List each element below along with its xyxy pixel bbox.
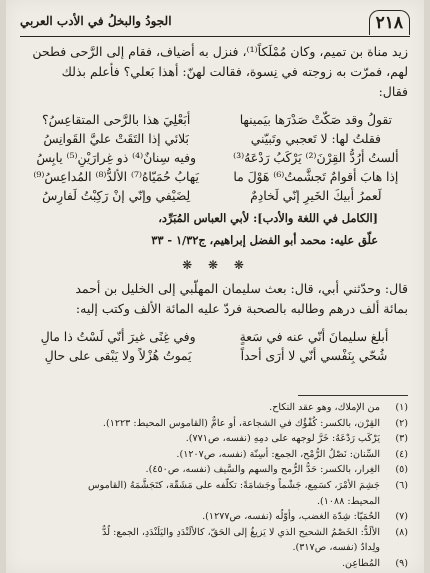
poem-first xyxy=(24,110,408,205)
footnote-number: (٧) xyxy=(395,511,408,523)
source-citation-2: علّق عليه: محمد أبو الفضل إبراهيم، ج١/٣٢ - ٣٣ xyxy=(151,233,378,247)
hemistich-second: يَموتُ هُزْلاً ولا يَبْقى على حالِ xyxy=(44,349,192,363)
footnote-text: السِّنان: نَصْلُ الرُّمْح، الجمع: أسِنّة (نفسه، ص١٢٠٧). xyxy=(176,448,380,460)
footnote-number: (٦) xyxy=(395,479,408,491)
verse xyxy=(24,167,408,186)
footnote xyxy=(22,556,408,572)
footnote-continuation xyxy=(22,540,408,556)
intro-line-1: زيد مناة بن تميم، وكان مُمْلَكاً⁽¹⁾، فنزل به أضياف، فقام إلى الرَّحى فطحن xyxy=(32,44,408,59)
footnote-text: جَشِمَ الأمْرَ، كسَمِع، جَشْماً وجَشامَةً: تكلّفه على مَشَقّة، كتَجَشَّمَهُ (القاموس xyxy=(87,479,380,491)
hemistich-second: وفي غِنًى غيرَ أنّي لَسْتُ ذا مالِ xyxy=(40,330,196,344)
main-text xyxy=(24,42,408,365)
hemistich-first: أبلغ سليمانَ أنّي عنه في سَعةٍ xyxy=(239,330,389,344)
footnote-number: (٣) xyxy=(395,433,408,445)
footnote xyxy=(22,462,408,478)
verse xyxy=(24,148,408,167)
verse xyxy=(24,186,408,205)
footnote-number: (٢) xyxy=(395,417,408,429)
footnote xyxy=(22,400,408,416)
footnote-number: (١) xyxy=(395,402,408,413)
poem-second xyxy=(24,327,408,365)
hemistich-first: تقولُ وقد صَكّتْ صَدْرَها بيَمينها xyxy=(239,113,392,127)
running-title: الجودُ والبخلُ في الأدب العربي xyxy=(20,14,172,28)
footnote-text: الألَدُّ: الخَصْمُ الشحيح الذي لا يَزيغُ إلى الحَقّ، كالألَنْدَدِ واليَلَنْدَدِ، الجمع: لُدٌّ xyxy=(102,526,380,538)
section-separator: ❋ ❋ ❋ xyxy=(182,258,250,272)
book-page xyxy=(6,0,424,573)
footnote-number xyxy=(380,494,408,510)
hemistich-second: يَهابُ حُمَيّاهُ⁽⁷⁾ الألدُّ⁽⁸⁾ المُداعِسُ⁽⁹⁾ xyxy=(33,170,199,184)
footnote-text: الحُمَيّا: شِدّة الغضب، وأوّلُه (نفسه، ص١٢٧٧). xyxy=(202,511,380,523)
footnote xyxy=(22,525,408,541)
footnote xyxy=(22,416,408,432)
hemistich-first: فقلتُ لها: لا تَعجبي وتَبيّني xyxy=(250,132,381,146)
footnote-text: القِرْن، بالكسر: كُفْؤُك في الشجاعة، أو عامٌّ (القاموس المحيط: ١٢٢٣). xyxy=(102,417,380,429)
footnote xyxy=(22,478,408,494)
footnotes xyxy=(22,400,408,572)
second-line-1: قال: وحدّثني أبي، قال: بعث سليمان المهلّبي إلى الخليل بن أحمد xyxy=(75,281,408,296)
footnote-number xyxy=(380,540,408,556)
footnote-text: ولِدادٌ (نفسه، ص٣١٧). xyxy=(292,542,380,554)
footnote-text: من الإملاك، وهو عقد النكاح. xyxy=(269,402,380,413)
page-header xyxy=(20,10,410,37)
footnote xyxy=(22,431,408,447)
second-line-2: بمائة ألف درهم وطالبه بالصحبة فردّ عليه المائة الألف وكتب إليه: xyxy=(75,301,408,316)
footnote xyxy=(22,509,408,525)
footnote-text: المحيط: ١٠٨٨). xyxy=(316,495,380,507)
verse xyxy=(24,346,408,365)
footnote-text: الغِرار، بالكسر: حَدُّ الرُّمح والسهم والسَّيف (نفسه، ص٤٥٠). xyxy=(145,464,380,476)
footnote-number: (٩) xyxy=(395,557,408,569)
intro-line-3: فقال: xyxy=(378,84,408,99)
source-citation-1: [الكامل في اللغة والأدب]: لأبي العباس المُبَرِّد، xyxy=(158,211,378,225)
footnote-number: (٥) xyxy=(395,464,408,476)
intro-line-2: لهم، فمرّت به زوجته في نِسوة، فقالت لهنّ: أهذا بَعلي؟ فأعلم بذلك xyxy=(61,64,408,79)
footnote-continuation xyxy=(22,494,408,510)
footnote-divider xyxy=(298,395,408,396)
footnote-text: المُطاعِن. xyxy=(341,557,380,569)
hemistich-second: لِضَيْفي وإنّي إنْ رَكِبْتُ لَفارِسُ xyxy=(42,189,191,203)
hemistich-first: لَعمرُ أبيكَ الخَيرِ إنّي لَخادِمٌ xyxy=(250,189,382,203)
hemistich-second: وفيه سِنانٌ⁽⁴⁾ ذو غِرارَيْنِ⁽⁵⁾ يابِسُ xyxy=(36,151,196,165)
footnote-number: (٨) xyxy=(395,526,408,538)
hemistich-second: أبَعْلِيَ هذا بالرَّحى المتقاعِسُ؟ xyxy=(42,113,191,127)
hemistich-second: بَلائي إذا التَقَتْ عليَّ القَوانِسُ xyxy=(43,132,189,146)
hemistich-first: ألستُ أرُدُّ القِرْنَ⁽²⁾ يَرْكَبُ رَدْعَهُ⁽³⁾ xyxy=(233,151,399,165)
page-number: ٢١٨ xyxy=(369,10,410,35)
hemistich-first: إذا هابَ أقوامٌ تَجشَّمتُ⁽⁶⁾ هَوْلَ ما xyxy=(233,170,399,184)
footnote-text: يَرْكَب رَدْعَهُ: خَرَّ لوجهه على دمِهِ (نفسه، ص٧٧١). xyxy=(185,433,380,445)
verse xyxy=(24,327,408,346)
hemistich-first: شُحّي بِنَفْسي أنّي لا أرَى أحداً xyxy=(240,349,388,363)
footnote-number: (٤) xyxy=(395,448,408,460)
footnote xyxy=(22,447,408,463)
verse xyxy=(24,110,408,129)
verse xyxy=(24,129,408,148)
